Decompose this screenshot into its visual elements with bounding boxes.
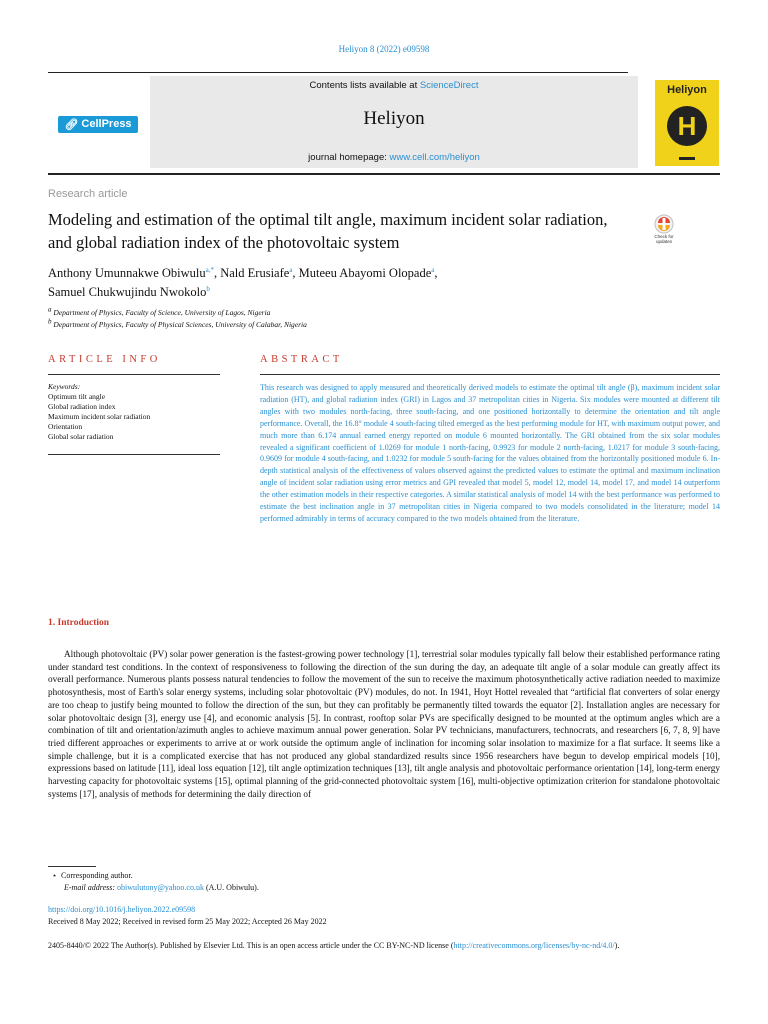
cover-bar xyxy=(679,157,695,160)
introduction-paragraph: Although photovoltaic (PV) solar power generation is the fastest-growing power technology [1], terrestrial solar modules typically fall below their established performance rating under standard test conditions. In the context of responsiveness to following the direction of the sun during the day, an adequate tilt angle of a solar module can greatly affect its overall performance. Numerous plants possess natural tendencies to follow the movement of the sun to receive the maximum photosynthetically active radiation needed to maximize photosynthesis, most of Earth's solar energy systems, including solar photovoltaic (PV) modules, do not. In 1941, Hoyt Hottel revealed that “artificial flat converters of solar energy are too cheap to justify being mounted to follow the direction of the sun, but they can profitably be permanently tilted towards the equator [2]. Installation angles are necessary for solar photovoltaic design [3], energy use [4], and economic analysis [5]. In contrast, rooftop solar PVs are specifically designed to be mounted at the optimum angles which are a combination of tilt and orientation/azimuth angles to achieve maximum annual power generation. Solar PV technicians, manufacturers, technocrats, and researchers [6, 7, 8, 9] have tried different approaches or experiments to arrive at or work outside the optimum angle of inclination for incoming solar insolation to maximize for a flat surface. It seems like a simple challenge, but it is a complicated exercise that has not produced any global standardized results since 1956 researchers have begun to develop empirical models [10], expressions based on latitude [11], ideal loss equation [12], tilt angle optimization techniques [13], tilt angle analysis and photovoltaic performance orientation [14], long-term energy harvesting capacity for photovoltaic systems [15], optimal planning of the grid-connected photovoltaic system [16], multi-objective optimization criterion for standalone photovoltaic systems [17], analysis of methods for determining the daily direction of xyxy=(48,649,720,799)
author: Nald Erusiafe$^a$, xyxy=(220,265,299,280)
received-dates: Received 8 May 2022; Received in revised form 25 May 2022; Accepted 26 May 2022 xyxy=(48,917,327,926)
author-affil-link[interactable]: a xyxy=(431,265,435,274)
homepage-prefix: journal homepage: xyxy=(308,152,390,163)
sciencedirect-link[interactable]: ScienceDirect xyxy=(419,80,479,91)
license-statement: 2405-8440/© 2022 The Author(s). Published by Elsevier Ltd. This is an open access article under the CC BY-NC-ND license (http://creativecommons.org/licenses/by-nc-nd/4.0/). xyxy=(48,941,620,950)
article-title: Modeling and estimation of the optimal tilt angle, maximum incident solar radiation, and global radiation index of the photovoltaic system xyxy=(48,210,608,252)
section-heading-introduction: 1. Introduction xyxy=(48,618,110,628)
affiliation: $^a$ Department of Physics, Faculty of Science, University of Lagos, Nigeria xyxy=(48,305,271,317)
author-affil-link[interactable]: b xyxy=(206,284,210,293)
header-rule xyxy=(48,72,628,73)
contents-prefix: Contents lists available at xyxy=(309,80,420,91)
author: Muteeu Abayomi Olopade$^a$, xyxy=(298,265,438,280)
cellpress-badge xyxy=(58,116,137,133)
author-affil-link[interactable]: a,* xyxy=(205,265,214,274)
keyword: Maximum incident solar radiation xyxy=(48,412,151,421)
author: Samuel Chukwujindu Nwokolo$^b$ xyxy=(48,284,210,299)
article-info-heading: ARTICLE INFO xyxy=(48,354,161,365)
email-note: E-mail address: obiwulutony@yahoo.co.uk (A.U. Obiwulu). xyxy=(64,883,259,892)
masthead-rule xyxy=(48,173,720,175)
author-affil-link[interactable]: a xyxy=(289,265,293,274)
check-updates-label: Check for updates xyxy=(654,234,674,244)
homepage-link[interactable]: www.cell.com/heliyon xyxy=(389,152,480,163)
email-link[interactable]: obiwulutony@yahoo.co.uk xyxy=(117,883,204,892)
doi-link[interactable]: https://doi.org/10.1016/j.heliyon.2022.e09598 xyxy=(48,905,196,914)
cover-h-logo: H xyxy=(667,106,707,146)
link-icon: 🔗︎ xyxy=(64,118,79,131)
corresponding-author-note: ⋆ Corresponding author. xyxy=(52,871,133,880)
license-link[interactable]: http://creativecommons.org/licenses/by-nc-nd/4.0/ xyxy=(453,941,615,950)
contents-line xyxy=(150,80,638,91)
keyword: Orientation xyxy=(48,422,83,431)
homepage-line xyxy=(150,152,638,163)
running-header[interactable]: Heliyon 8 (2022) e09598 xyxy=(338,44,430,54)
abstract-text: This research was designed to apply measured and theoretically derived models to estimate the optimal tilt angle (β), maximum incident solar radiation (HT), and global radiation index (GRI) in Lagos and 37 metropolitan cities in Nigeria. Six modules were mounted at different tilt angles with two modules north-facing, three south-facing, and one positioned horizontally to determine the orientation and tilt angle performance. Overall, the 16.8° module 4 south-facing tilted emerged as the best performing module for HT, with maximum output power, and much more than 6.174 annual earned energy reported on module 6 mounted horizontally. The GRI obtained from the six solar modules revealed a significant coefficient of 1.0269 for module 1 north-facing, 0.9923 for module 2 north-facing, 1.0217 for module 3 south-facing, 0.9609 for module 4 south-facing, and 1.0232 for module 5 south-facing for the values obtained from the horizontally positioned module 6. In-depth statistical analysis of the effectiveness of values observed against the predicted values to estimate the optimal and maximum inclination angle of incident solar radiation using error metrics and GPI revealed that model 5, model 12, model 14, model 17, and model 14 outperform the other estimation models in their respective categories. A similar statistical analysis of model 14 with the best performance was performed to estimate the best inclination angle in 37 metropolitan cities in Nigeria compared to two models consolidated in the literature; model 14 performed admirably in terms of accuracy compared to the two models obtained from the literature. xyxy=(260,383,720,523)
keywords-label: Keywords: xyxy=(48,382,81,391)
article-type: Research article xyxy=(48,188,128,200)
journal-title: Heliyon xyxy=(363,108,425,129)
author: Anthony Umunnakwe Obiwulu$^{a,*}$, xyxy=(48,265,221,280)
check-for-updates-badge[interactable] xyxy=(646,213,682,253)
journal-masthead xyxy=(150,76,638,168)
cellpress-label: CellPress xyxy=(81,118,132,130)
abstract-rule xyxy=(260,374,720,375)
journal-cover[interactable] xyxy=(655,80,719,166)
check-updates-icon xyxy=(646,213,682,235)
star-icon: ⋆ xyxy=(52,871,58,880)
abstract-heading: ABSTRACT xyxy=(260,354,343,365)
affiliation: $^b$ Department of Physics, Faculty of Physical Sciences, University of Calabar, Nigeria xyxy=(48,317,307,329)
keyword: Global solar radiation xyxy=(48,432,114,441)
cover-title: Heliyon xyxy=(667,84,707,96)
footnote-rule xyxy=(48,866,96,867)
keywords-rule xyxy=(48,454,220,455)
keywords-block xyxy=(48,382,220,442)
keyword: Global radiation index xyxy=(48,402,116,411)
author-list xyxy=(48,264,688,302)
keyword: Optimum tilt angle xyxy=(48,392,106,401)
cellpress-logo[interactable] xyxy=(48,82,148,166)
article-info-rule xyxy=(48,374,220,375)
